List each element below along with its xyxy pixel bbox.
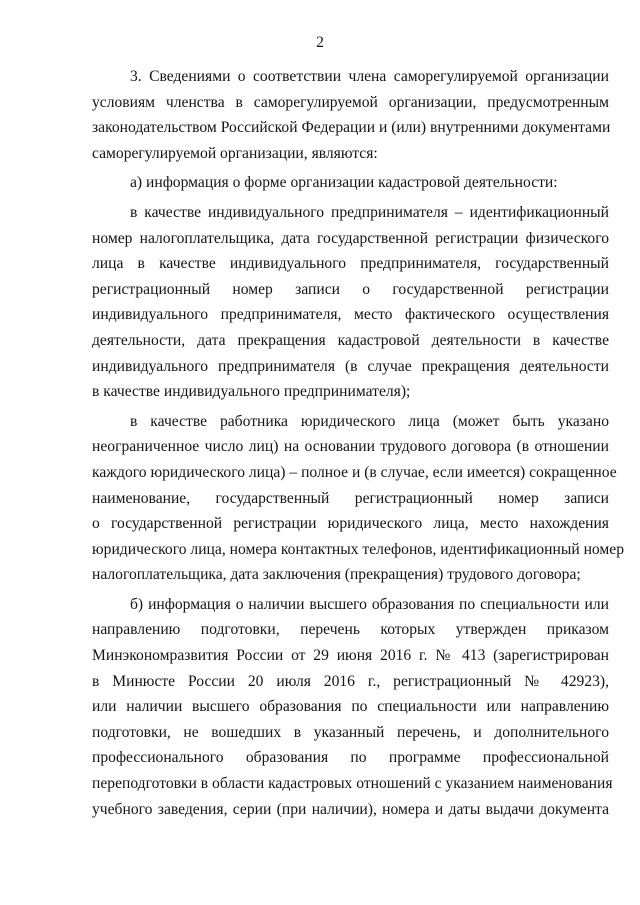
text-line: подготовки, не вошедших в указанный перечень, и дополнительного <box>92 723 609 741</box>
text-line: индивидуального предпринимателя, место фактического осуществления <box>92 306 609 324</box>
text-line: переподготовки в области кадастровых отношений с указанием наименования <box>92 775 613 793</box>
paragraph-a <box>92 174 609 200</box>
text-line: условиям членства в саморегулируемой организации, предусмотренным <box>92 93 609 111</box>
text-line: Минэкономразвития России от 29 июня 2016 г. № 413 (зарегистрирован <box>92 647 609 665</box>
text-line: в качестве индивидуального предпринимателя – идентификационный <box>130 203 609 221</box>
text-line: налогоплательщика, дата заключения (прекращения) трудового договора; <box>92 566 581 584</box>
page-number: 2 <box>316 34 324 51</box>
text-line: 3. Сведениями о соответствии члена саморегулируемой организации <box>130 68 609 85</box>
text-line: наименование, государственный регистрационный номер записи <box>92 489 609 507</box>
document-body <box>92 68 624 826</box>
text-line: в качестве работника юридического лица (может быть указано <box>130 412 609 430</box>
text-line: законодательством Российской Федерации и (или) внутренними документами <box>92 119 611 137</box>
text-line: юридического лица, номера контактных телефонов, идентификационный номер <box>92 540 624 558</box>
text-line: о государственной регистрации юридического лица, место нахождения <box>92 515 609 533</box>
text-line: регистрационный номер записи о государственной регистрации <box>92 280 609 298</box>
text-line: неограниченное число лиц) на основании трудового договора (в отношении <box>92 438 609 456</box>
text-line: а) информация о форме организации кадастровой деятельности: <box>130 174 558 192</box>
paragraph-3 <box>92 68 609 170</box>
text-line: каждого юридического лица) – полное и (в случае, если имеется) сокращенное <box>92 463 617 481</box>
text-line: в Минюсте России 20 июля 2016 г., регистрационный № 42923), <box>92 672 609 690</box>
text-line: деятельности, дата прекращения кадастровой деятельности в качестве <box>92 331 609 349</box>
text-line: саморегулируемой организации, являются: <box>92 144 378 162</box>
text-line: в качестве индивидуального предпринимателя); <box>92 383 411 401</box>
paragraph-employee <box>92 412 624 592</box>
text-line: номер налогоплательщика, дата государственной регистрации физического <box>92 229 609 247</box>
text-line: направлению подготовки, перечень которых утвержден приказом <box>92 621 609 639</box>
text-line: учебного заведения, серии (при наличии), номера и даты выдачи документа <box>92 800 609 818</box>
text-line: профессионального образования по программе профессиональной <box>92 749 609 767</box>
text-line: индивидуального предпринимателя (в случае прекращения деятельности <box>92 357 609 375</box>
paragraph-b <box>92 595 613 826</box>
text-line: лица в качестве индивидуального предпринимателя, государственный <box>92 255 609 273</box>
paragraph-individual-entrepreneur <box>92 204 609 409</box>
text-line: или наличии высшего образования по специальности или направлению <box>92 698 609 716</box>
text-line: б) информация о наличии высшего образования по специальности или <box>130 595 609 613</box>
